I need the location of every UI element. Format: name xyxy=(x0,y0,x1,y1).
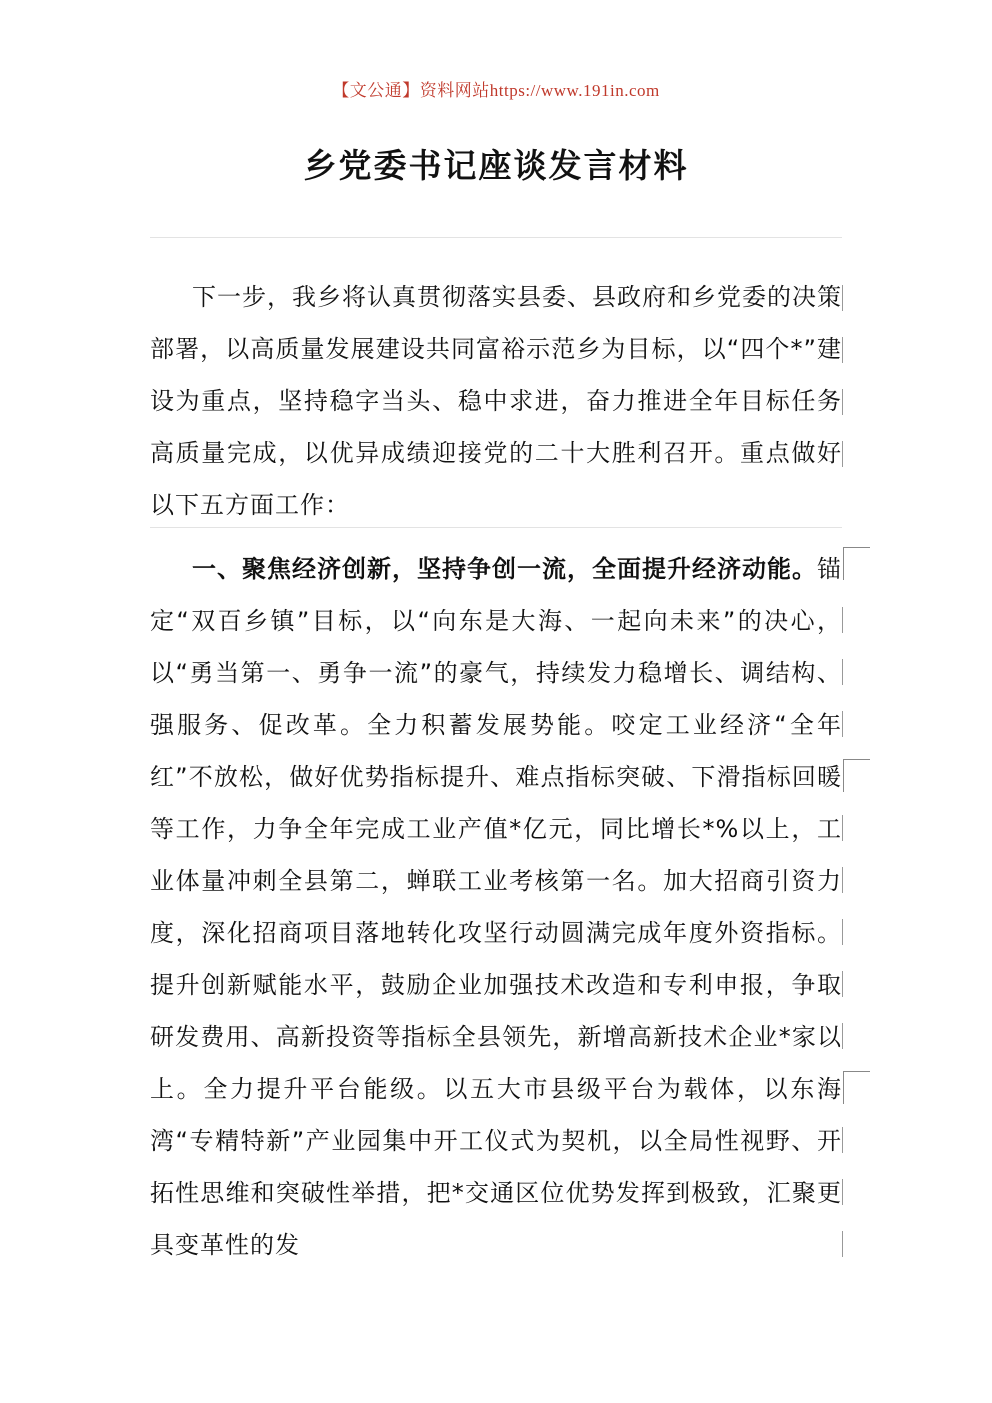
margin-tick xyxy=(842,607,843,633)
margin-tick xyxy=(842,815,843,841)
margin-tick xyxy=(842,1231,843,1257)
section-body: 锚定“双百乡镇”目标，以“向东是大海、一起向未来”的决心，以“勇当第一、勇争一流”的豪气，持续发力稳增长、调结构、强服务、促改革。全力积蓄发展势能。咬定工业经济“全年红”不放松，做好优势指标提升、难点指标突破、下滑指标回暖等工作，力争全年完成工业产值*亿元，同比增长*%以上，工业体量冲刺全县第二，蝉联工业考核第一名。加大招商引资力度，深化招商项目落地转化攻坚行动圆满完成年度外资指标。提升创新赋能水平，鼓励企业加强技术改造和专利申报，争取研发费用、高新投资等指标全县领先，新增高新技术企业*家以上。全力提升平台能级。以五大市县级平台为载体，以东海湾“专精特新”产业园集中开工仪式为契机，以全局性视野、开拓性思维和突破性举措，把*交通区位优势发挥到极致，汇聚更具变革性的发 xyxy=(150,555,842,1259)
margin-tick xyxy=(842,1179,843,1205)
margin-tick xyxy=(842,1127,843,1153)
margin-tick xyxy=(842,867,843,893)
margin-tick xyxy=(842,971,843,997)
margin-tick xyxy=(842,919,843,945)
margin-tick xyxy=(842,711,843,737)
document-title: 乡党委书记座谈发言材料 xyxy=(303,146,689,185)
section-divider xyxy=(150,527,842,528)
margin-tick xyxy=(842,285,843,311)
margin-tick xyxy=(842,441,843,467)
section-heading: 一、聚焦经济创新，坚持争创一流，全面提升经济动能。 xyxy=(192,555,817,583)
margin-bracket-mark xyxy=(843,759,870,792)
margin-tick xyxy=(842,389,843,415)
margin-tick xyxy=(842,1023,843,1049)
margin-bracket-mark xyxy=(843,1071,870,1104)
margin-bracket-mark xyxy=(843,547,870,580)
margin-tick xyxy=(842,659,843,685)
top-divider xyxy=(150,237,842,238)
watermark-header: 【文公通】资料网站https://www.191in.com xyxy=(332,81,660,100)
intro-paragraph: 下一步，我乡将认真贯彻落实县委、县政府和乡党委的决策部署，以高质量发展建设共同富裕示范乡为目标，以“四个*”建设为重点，坚持稳字当头、稳中求进，奋力推进全年目标任务高质量完成，以优异成绩迎接党的二十大胜利召开。重点做好以下五方面工作： xyxy=(150,283,842,519)
section-one xyxy=(150,543,842,1271)
margin-tick xyxy=(842,337,843,363)
